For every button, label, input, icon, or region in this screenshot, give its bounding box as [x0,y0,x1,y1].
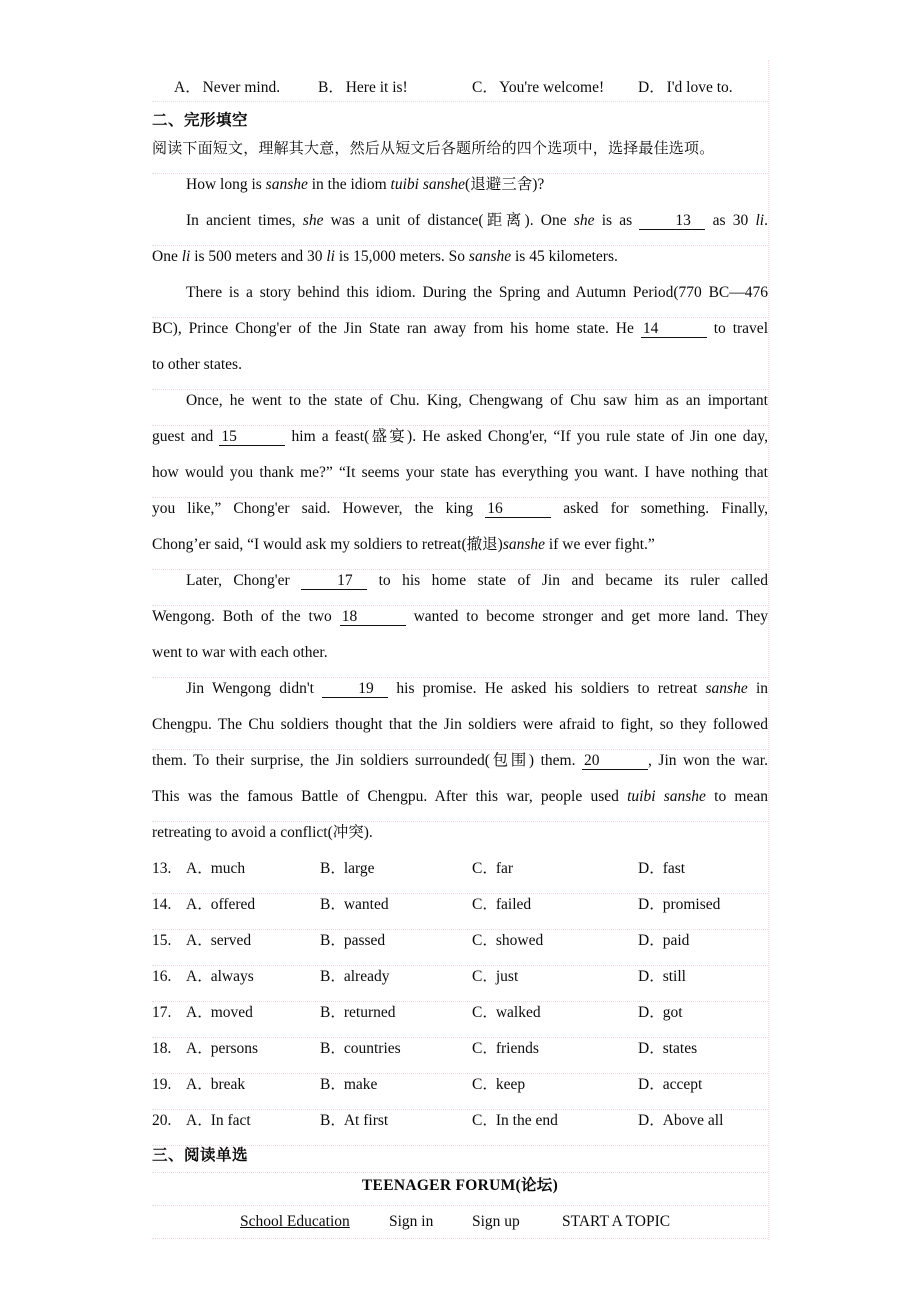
choice-label-d: D ． [638,1076,663,1093]
choice-text-b: countries [343,1040,401,1057]
passage-line: to other states. [152,356,242,373]
choice-14-b[interactable] [320,887,389,923]
passage-line: Chong’er said, “I would ask my soldiers to retreat(撤退)sanshe if we ever fight.” [152,536,655,553]
passage-line: Chengpu. The Chu soldiers thought that the Jin soldiers were afraid to fight, so they followed [152,716,768,733]
passage-line: In ancient times, she was a unit of distance(距离). One she is as 13 as 30 li. [186,212,768,229]
question-row [152,959,768,995]
passage-line [152,563,768,599]
choice-17-c[interactable] [472,995,541,1031]
choice-label-d: D ． [638,1112,663,1129]
passage-line [152,599,768,635]
prev-choice-a[interactable] [174,73,280,103]
passage-text: Jin Wengong didn't [186,680,323,697]
forum-link-sign-up[interactable]: Sign up [472,1213,520,1230]
choice-19-c[interactable] [472,1067,525,1103]
cloze-blank-14[interactable]: 14 [641,321,707,338]
prev-choice-b[interactable] [318,73,408,103]
choice-text-d: fast [662,860,686,877]
choice-label-b: B ． [320,1040,344,1057]
scan-artifact-vertical-right [768,60,769,1240]
choice-label-a: A ． [186,896,211,913]
cloze-blank-18[interactable]: 18 [340,609,406,626]
choice-text-d: Above all [662,1112,724,1129]
question-number: 17. [152,1004,172,1021]
choice-13-a[interactable] [186,851,245,887]
choice-text-b: passed [343,932,386,949]
passage-text: him a feast(盛宴). He asked Chong'er, “If you rule state of Jin one day, [285,428,768,445]
choice-label-a: A ． [186,1004,211,1021]
choice-18-a[interactable] [186,1031,258,1067]
passage-text: wanted to become stronger and get more land. They [405,608,768,625]
choice-label-a: A ． [186,1040,211,1057]
choice-15-a[interactable] [186,923,251,959]
passage-line [152,491,768,527]
choice-text-d: got [662,1004,683,1021]
choice-label-b: B ． [320,1112,344,1129]
passage-text: to his home state of Jin and became its ruler called [367,572,768,589]
choice-text-b: make [343,1076,378,1093]
choice-20-b[interactable] [320,1103,388,1139]
cloze-blank-20[interactable]: 20 [582,753,648,770]
passage-text: his promise. He asked his soldiers to retreat sanshe in [388,680,768,697]
choice-label-c: C ． [472,896,496,913]
passage-paragraph-1 [152,167,768,203]
choice-text-c: In the end [495,1112,558,1129]
question-number: 15. [152,932,172,949]
prev-choice-c[interactable] [472,73,604,103]
scan-artifact-line [152,1238,768,1239]
choice-19-d[interactable] [638,1067,702,1103]
question-number: 20. [152,1112,172,1129]
choice-18-d[interactable] [638,1031,697,1067]
choice-text-b: large [343,860,375,877]
choice-text-c: far [495,860,514,877]
choice-label-c: C ． [472,968,496,985]
choice-text-d: states [662,1040,698,1057]
worksheet-content [152,0,768,1237]
choice-text-a: In fact [210,1112,251,1129]
choice-13-d[interactable] [638,851,685,887]
choice-label-a: A ． [186,860,211,877]
choice-text-a: served [210,932,252,949]
choice-16-a[interactable] [186,959,254,995]
choice-label-d: D ． [638,860,663,877]
choice-text-c: keep [495,1076,526,1093]
passage-text: How long is sanshe in the idiom tuibi sanshe(退避三舍)? [186,176,545,193]
passage-line: Once, he went to the state of Chu. King, Chengwang of Chu saw him as an important [186,392,768,409]
choice-text-c: showed [495,932,544,949]
choice-label-a: A ． [186,1076,211,1093]
question-number: 16. [152,968,172,985]
question-number: 13. [152,860,172,877]
choice-label-b: B ． [320,1004,344,1021]
choice-label-c: C ． [472,1076,496,1093]
section-two-heading: 二、完形填空 [152,111,249,129]
section-two-instruction: 阅读下面短文，理解其大意，然后从短文后各题所给的四个选项中，选择最佳选项。 [152,139,715,157]
passage-text: asked for something. Finally, [551,500,768,517]
choice-17-b[interactable] [320,995,396,1031]
question-number: 14. [152,896,172,913]
forum-link-sign-in[interactable]: Sign in [389,1213,434,1230]
forum-nav [152,1207,768,1237]
passage-line: There is a story behind this idiom. During the Spring and Autumn Period(770 BC—476 [186,284,768,301]
cloze-blank-15[interactable]: 15 [219,429,285,446]
passage-line: went to war with each other. [152,644,328,661]
choice-label-c: C ． [472,1112,496,1129]
choice-20-c[interactable] [472,1103,558,1139]
choice-20-a[interactable] [186,1103,251,1139]
choice-text-a: Never mind. [202,79,281,96]
passage-line: retreating to avoid a conflict(冲突). [152,824,373,841]
choice-label-d: D ． [638,1040,663,1057]
passage-text: them. To their surprise, the Jin soldiers surrounded(包围) them. [152,752,583,769]
choice-text-a: much [210,860,246,877]
choice-19-b[interactable] [320,1067,377,1103]
passage-text: guest and [152,428,220,445]
choice-label-b: B ． [320,968,344,985]
choice-text-a: moved [210,1004,253,1021]
forum-link-school-education[interactable]: School Education [240,1213,350,1230]
choice-text-d: I'd love to. [666,79,733,96]
passage-line: This was the famous Battle of Chengpu. After this war, people used tuibi sanshe to mean [152,788,768,805]
choice-label-c: C ． [472,860,496,877]
passage-line: One li is 500 meters and 30 li is 15,000 meters. So sanshe is 45 kilometers. [152,248,618,265]
choice-text-d: still [662,968,686,985]
choice-text-b: At first [343,1112,389,1129]
cloze-blank-19[interactable]: 19 [322,681,388,698]
passage-paragraph-6 [152,671,768,851]
choice-17-d[interactable] [638,995,683,1031]
passage-paragraph-2 [152,203,768,275]
choice-label-a: A ． [186,968,211,985]
choice-text-b: returned [343,1004,396,1021]
choice-19-a[interactable] [186,1067,245,1103]
choice-13-b[interactable] [320,851,375,887]
passage-text: Wengong. Both of the two [152,608,340,625]
choice-label-c: C ． [472,1004,496,1021]
choice-18-b[interactable] [320,1031,401,1067]
choice-text-b: already [343,968,390,985]
choice-15-b[interactable] [320,923,385,959]
choice-text-d: paid [662,932,690,949]
choice-label-d: D ． [638,896,663,913]
question-row [152,923,768,959]
choice-16-c[interactable] [472,959,518,995]
question-row [152,1103,768,1139]
choice-17-a[interactable] [186,995,253,1031]
choice-text-d: promised [662,896,721,913]
choice-text-b: wanted [343,896,389,913]
choice-text-b: Here it is! [345,79,408,96]
choice-15-c[interactable] [472,923,543,959]
choice-label-b: B ． [320,1076,344,1093]
choice-label-b: B ． [320,860,344,877]
passage-paragraph-5 [152,563,768,671]
question-row [152,995,768,1031]
passage-text: to travel [706,320,768,337]
question-number: 19. [152,1076,172,1093]
passage-text: , Jin won the war. [648,752,768,769]
question-row [152,1067,768,1103]
passage-paragraph-4 [152,383,768,563]
passage-text: BC), Prince Chong'er of the Jin State ran away from his home state. He [152,320,641,337]
section-three-heading: 三、阅读单选 [152,1146,249,1164]
choice-label-d: D ． [638,79,663,96]
choice-label-d: D ． [638,932,663,949]
choice-14-a[interactable] [186,887,255,923]
question-row [152,887,768,923]
passage-paragraph-3 [152,275,768,383]
question-number: 18. [152,1040,172,1057]
previous-question-choices [152,73,768,103]
choice-label-b: B ． [318,79,342,96]
choice-label-c: C ． [472,79,496,96]
question-row [152,851,768,887]
choice-label-b: B ． [320,932,344,949]
choice-label-c: C ． [472,1040,496,1057]
cloze-blank-16[interactable]: 16 [485,501,551,518]
choice-14-d[interactable] [638,887,720,923]
choice-16-d[interactable] [638,959,686,995]
passage-text: you like,” Chong'er said. However, the king [152,500,486,517]
choice-label-b: B ． [320,896,344,913]
choice-label-a: A ． [186,1112,211,1129]
choice-label-c: C ． [472,932,496,949]
choice-15-d[interactable] [638,923,689,959]
choice-text-a: always [210,968,254,985]
choice-text-c: just [495,968,519,985]
choice-label-a: A ． [174,79,199,96]
choice-text-c: failed [495,896,532,913]
cloze-blank-17[interactable]: 17 [301,573,367,590]
choice-text-a: persons [210,1040,259,1057]
choice-text-c: friends [495,1040,539,1057]
choice-text-d: accept [662,1076,703,1093]
cloze-answer-options-list [152,851,768,1139]
choice-18-c[interactable] [472,1031,539,1067]
prev-choice-d[interactable] [638,73,733,103]
choice-20-d[interactable] [638,1103,723,1139]
passage-line: how would you thank me?” “It seems your state has everything you want. I have nothing that [152,464,768,481]
passage-text: Later, Chong'er [186,572,302,589]
passage-line [152,671,768,707]
passage-line [152,419,768,455]
choice-label-d: D ． [638,968,663,985]
choice-text-c: You're welcome! [499,79,605,96]
choice-14-c[interactable] [472,887,531,923]
choice-text-c: walked [495,1004,541,1021]
passage-line [152,743,768,779]
choice-text-a: offered [210,896,256,913]
cloze-blank-13[interactable]: 13 [639,213,705,230]
choice-label-a: A ． [186,932,211,949]
question-row [152,1031,768,1067]
forum-title: TEENAGER FORUM(论坛) [361,1177,559,1194]
choice-label-d: D ． [638,1004,663,1021]
choice-text-a: break [210,1076,246,1093]
choice-13-c[interactable] [472,851,513,887]
forum-button-start-a-topic[interactable]: START A TOPIC [562,1213,671,1230]
choice-16-b[interactable] [320,959,389,995]
passage-line [152,311,768,347]
